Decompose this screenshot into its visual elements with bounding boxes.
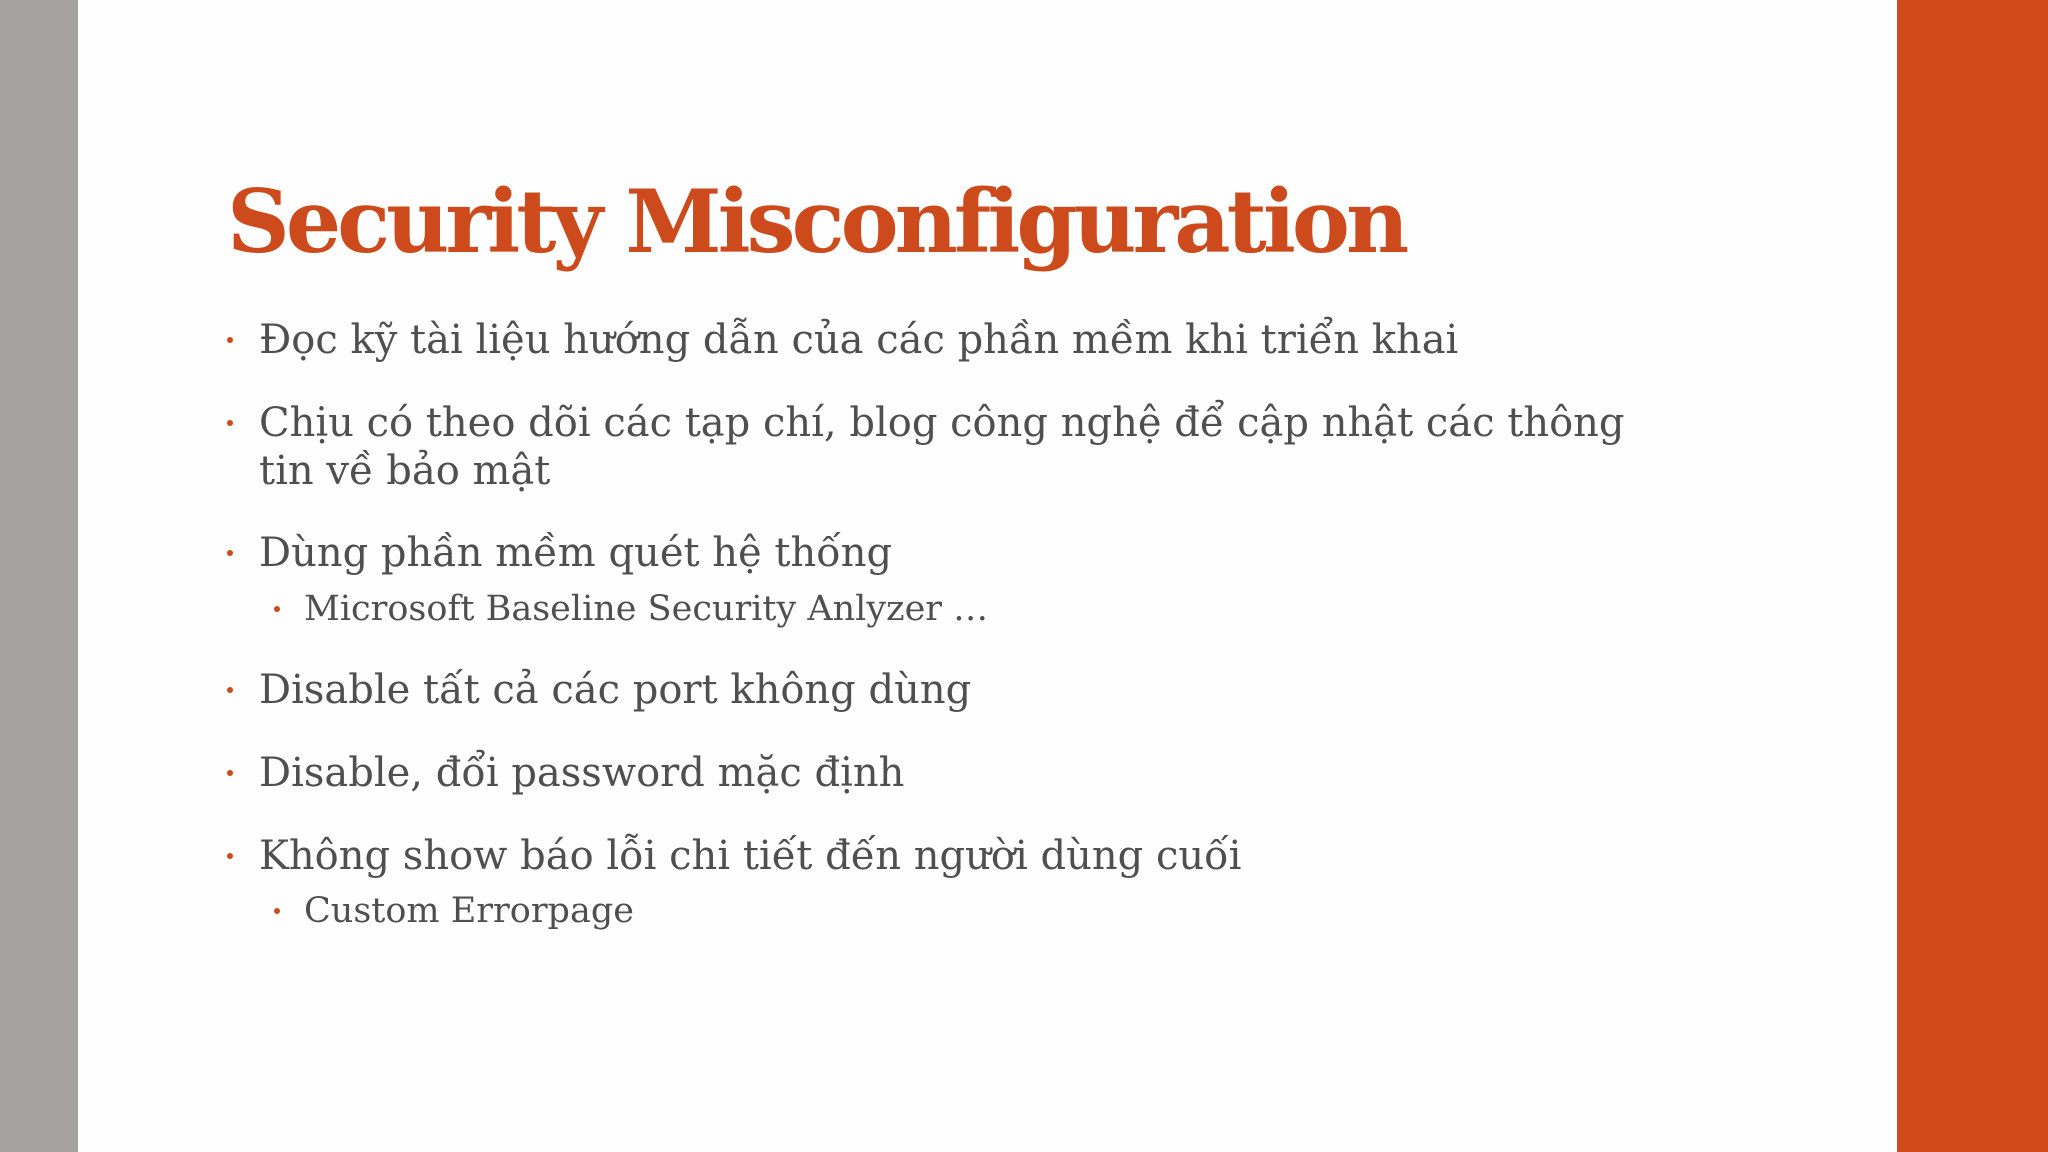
bullet-text: Disable, đổi password mặc định: [259, 750, 905, 796]
bullet-item: [227, 749, 1667, 797]
bullet-dot-icon: [227, 337, 233, 343]
bullet-text: Disable tất cả các port không dùng: [259, 667, 972, 713]
bullet-dot-icon: [227, 687, 233, 693]
sub-bullet-text: Custom Errorpage: [304, 891, 634, 931]
right-accent-bar: [1897, 0, 2048, 1152]
bullet-item: [227, 666, 1667, 714]
sub-bullet-dot-icon: [274, 908, 280, 914]
bullet-item: [227, 399, 1667, 495]
sub-bullet-item: [274, 890, 1574, 932]
sub-bullet-item: [274, 588, 1574, 630]
left-accent-bar: [0, 0, 78, 1152]
bullet-text: Dùng phần mềm quét hệ thống: [259, 530, 893, 576]
sub-bullet-text: Microsoft Baseline Security Anlyzer …: [304, 589, 989, 629]
bullet-text: Chịu có theo dõi các tạp chí, blog công nghệ để cập nhật các thông tin về bảo mật: [259, 400, 1625, 494]
bullet-item: [227, 832, 1667, 880]
bullet-text: Đọc kỹ tài liệu hướng dẫn của các phần mềm khi triển khai: [259, 317, 1459, 363]
bullet-text: Không show báo lỗi chi tiết đến người dùng cuối: [259, 833, 1242, 879]
sub-bullet-dot-icon: [274, 606, 280, 612]
bullet-dot-icon: [227, 770, 233, 776]
bullet-dot-icon: [227, 550, 233, 556]
bullet-dot-icon: [227, 853, 233, 859]
bullet-item: [227, 316, 1667, 364]
bullet-item: [227, 529, 1667, 577]
slide-title: Security Misconfiguration: [227, 170, 1406, 273]
bullet-dot-icon: [227, 420, 233, 426]
